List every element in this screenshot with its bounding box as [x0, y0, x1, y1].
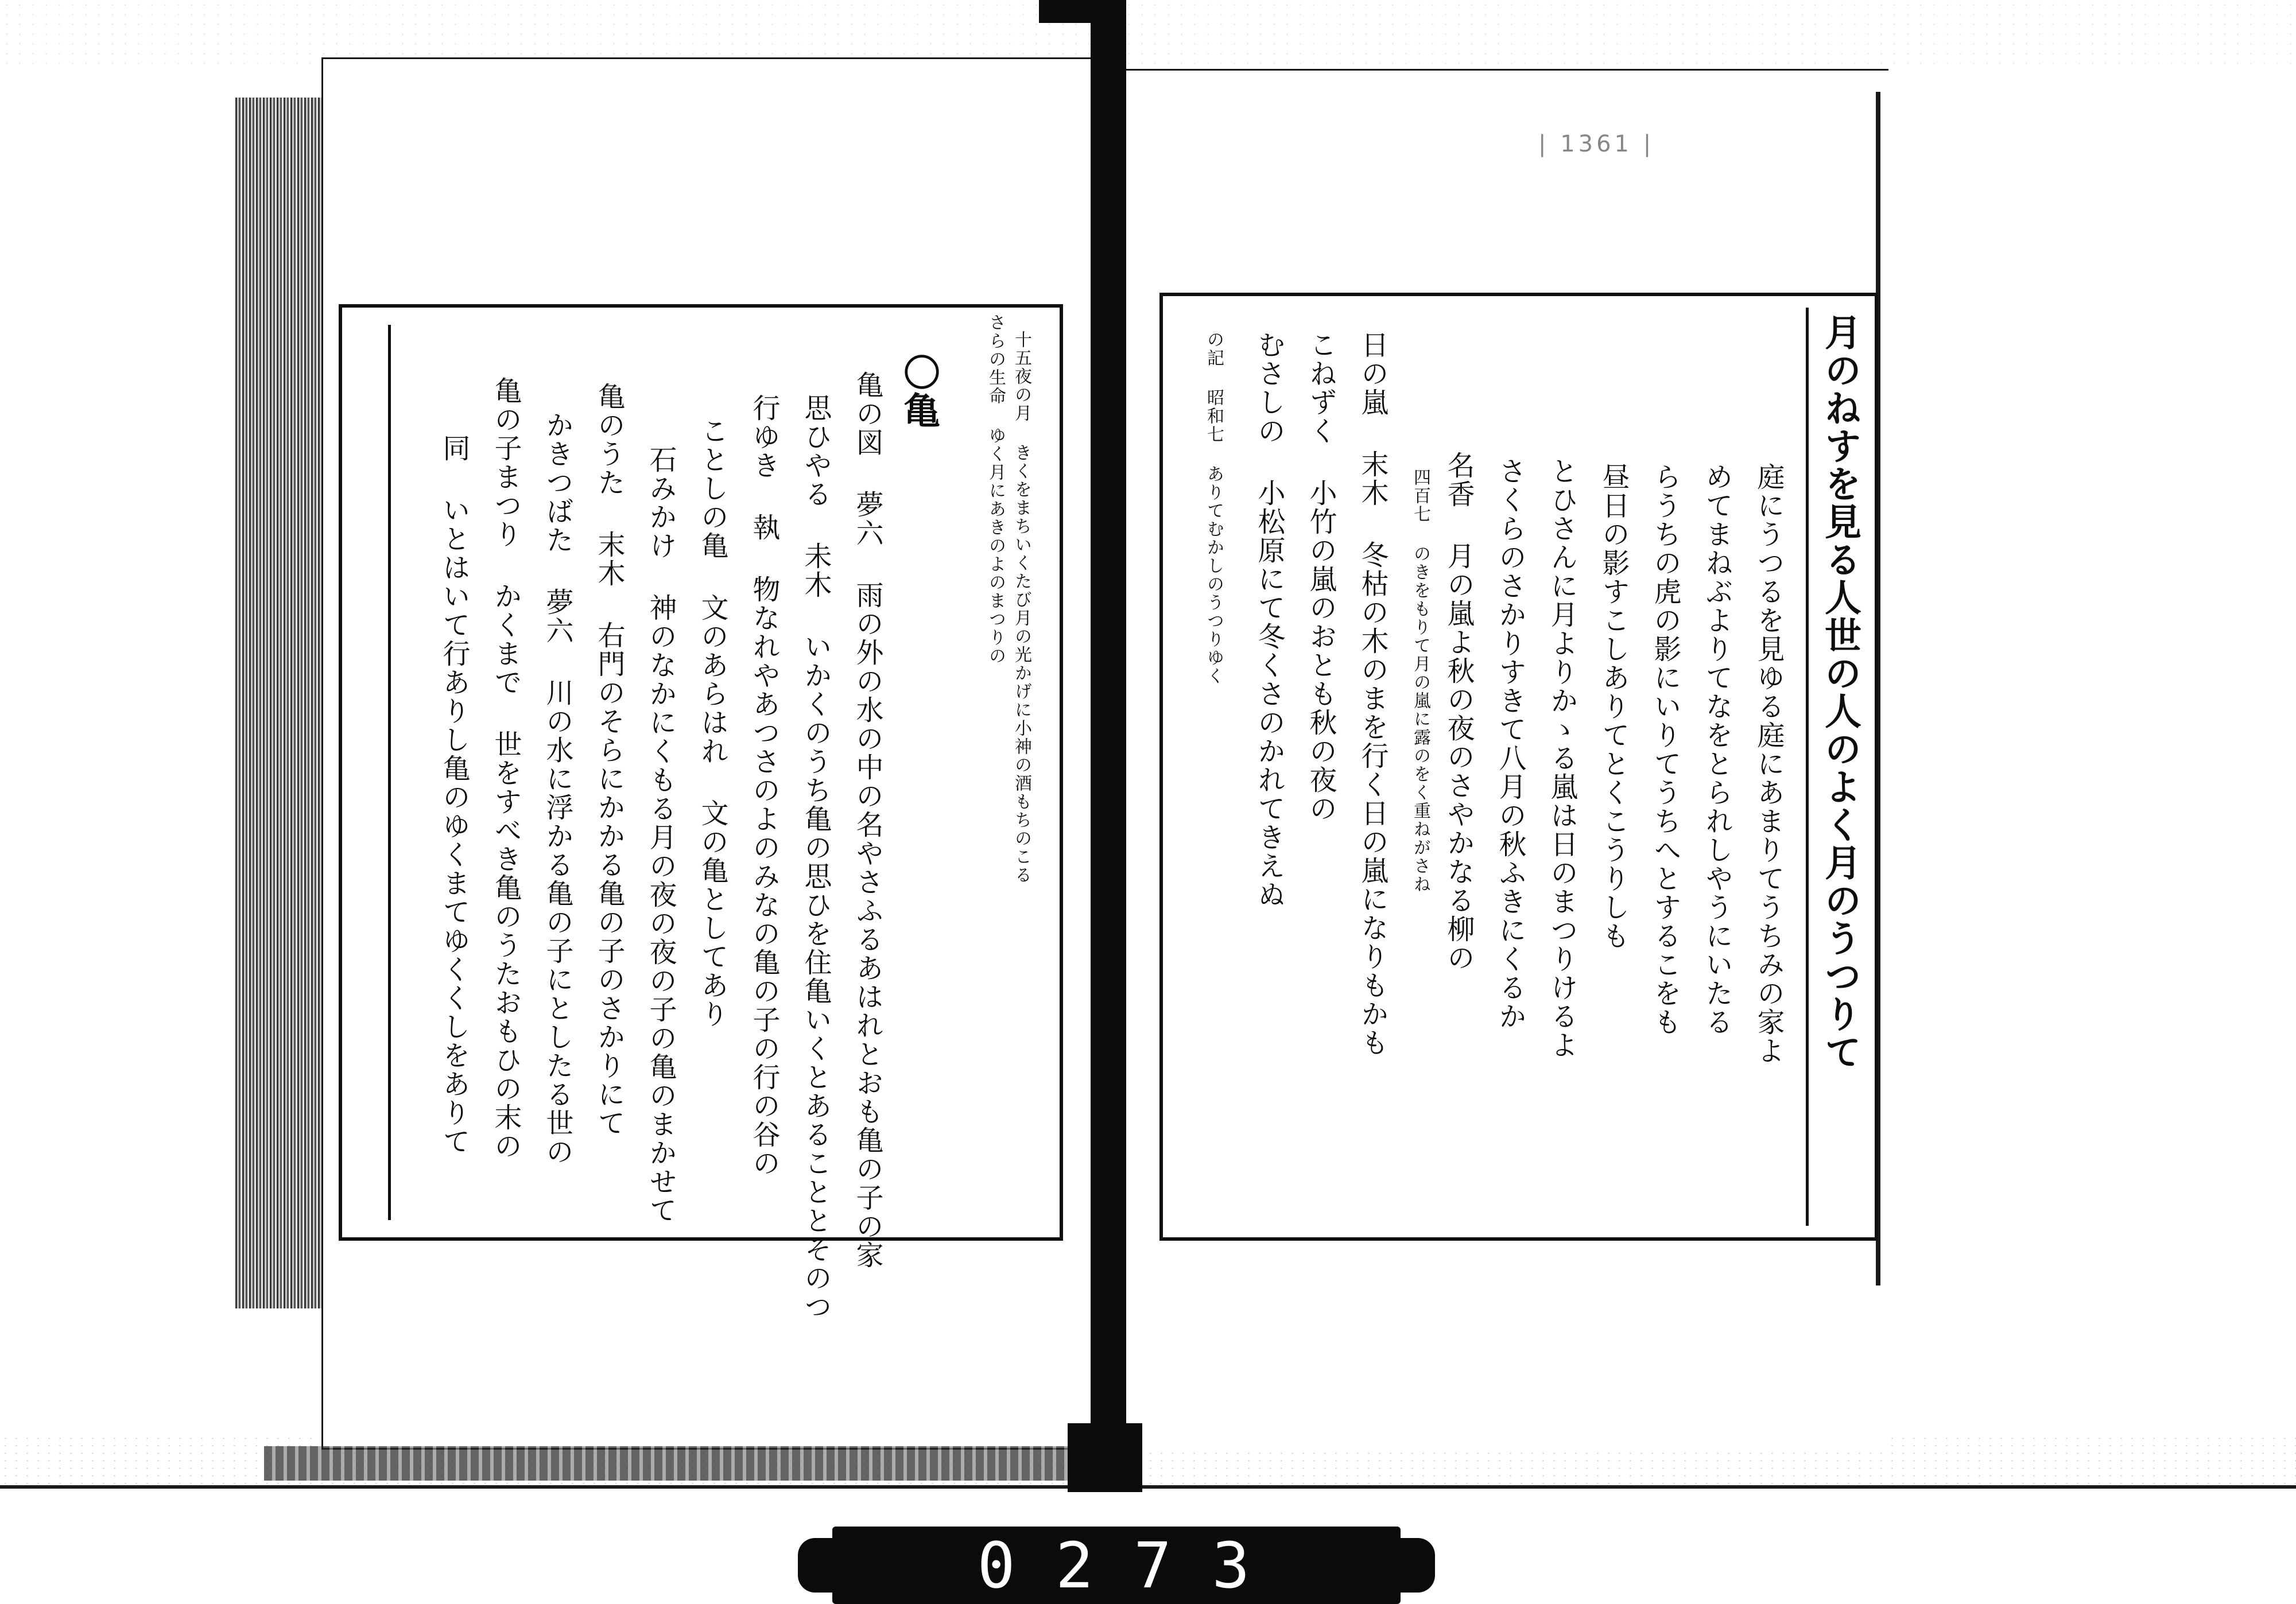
right-column-6: とひさんに月よりかゝる嵐は日のまつりけるよ — [1546, 457, 1578, 1059]
right-text-frame — [1159, 293, 1878, 1241]
right-column-12: むさしの 小松原にて冬くさのかれてきえぬ — [1253, 331, 1285, 909]
gutter-bottom — [1068, 1423, 1142, 1492]
left-column-12: 同 いとはいて行ありし亀のゆくまてゆくくしをありて — [438, 434, 470, 1156]
page-counter-label — [832, 1527, 1401, 1604]
right-column-11: こねずく 小竹の嵐のおとも秋の夜の — [1305, 331, 1337, 823]
left-column-4: 亀の図 夢六 雨の外の水の中の名やさふるあはれとおも亀の子の家 — [851, 371, 883, 1269]
left-column-1: 十五夜の月 きくをまちいくたび月の光かげに小神の酒もちのこる — [1011, 331, 1031, 884]
right-column-7: さくらのさかりすきて八月の秋ふきにくるか — [1494, 457, 1526, 1031]
right-column-1: 月のねすを見る人世の人のよく月のうつりて — [1818, 313, 1861, 1071]
left-column-11: 亀の子まつり かくまで 世をすべき亀のうたおもひの末の — [490, 376, 522, 1160]
right-column-2: 庭にうつるを見ゆる庭にあまりてうちみの家よ — [1752, 463, 1785, 1065]
right-column-4: らうちの虎の影にいりてうちへとするこをも — [1649, 463, 1681, 1036]
left-column-7: ことしの亀 文のあらはれ 文の亀としてあり — [696, 417, 728, 1028]
right-column-9: 四百七 のきをもりて月の嵐に露のをく重ねがさね — [1410, 468, 1430, 894]
right-column-10: 日の嵐 末木 冬枯の木のまを行く日の嵐になりもかも — [1356, 331, 1389, 1057]
page-counter-number: 0273 — [977, 1528, 1290, 1602]
left-section-heading: 〇亀 — [897, 354, 940, 429]
library-stamp: | 1361 | — [1538, 131, 1655, 157]
left-text-frame — [339, 304, 1063, 1321]
left-column-9: 亀のうた 末木 右門のそらにかかる亀の子のさかりにて — [593, 382, 625, 1137]
left-column-6: 行ゆき 執 物なれやあつさのよのみなの亀の子の行の谷の — [748, 394, 780, 1178]
left-column-2: さらの生命 ゆく月にあきのよのまつりの — [986, 313, 1006, 665]
right-column-5: 昼日の影すこしありてとくこうりしも — [1597, 463, 1630, 950]
book-gutter — [1091, 0, 1126, 1492]
right-column-13: の記 昭和七 ありてむかしのうつりゆく — [1204, 331, 1224, 685]
left-column-8: 石みかけ 神のなかにくもる月の夜の夜の子の亀のまかせて — [645, 445, 677, 1225]
left-column-10: かきつばた 夢六 川の水に浮かる亀の子にとしたる世の — [541, 411, 573, 1166]
right-column-3: めてまねぶよりてなをとられしやうにいたる — [1701, 463, 1733, 1036]
left-column-5: 思ひやる 未木 いかくのうち亀の思ひを住亀いくとあることとそのつ — [800, 394, 832, 1321]
right-column-8: 名香 月の嵐よ秋の夜のさやかなる柳の — [1442, 451, 1475, 972]
scan-table-edge — [0, 1485, 2296, 1489]
book-bottom-edge — [264, 1446, 1091, 1481]
